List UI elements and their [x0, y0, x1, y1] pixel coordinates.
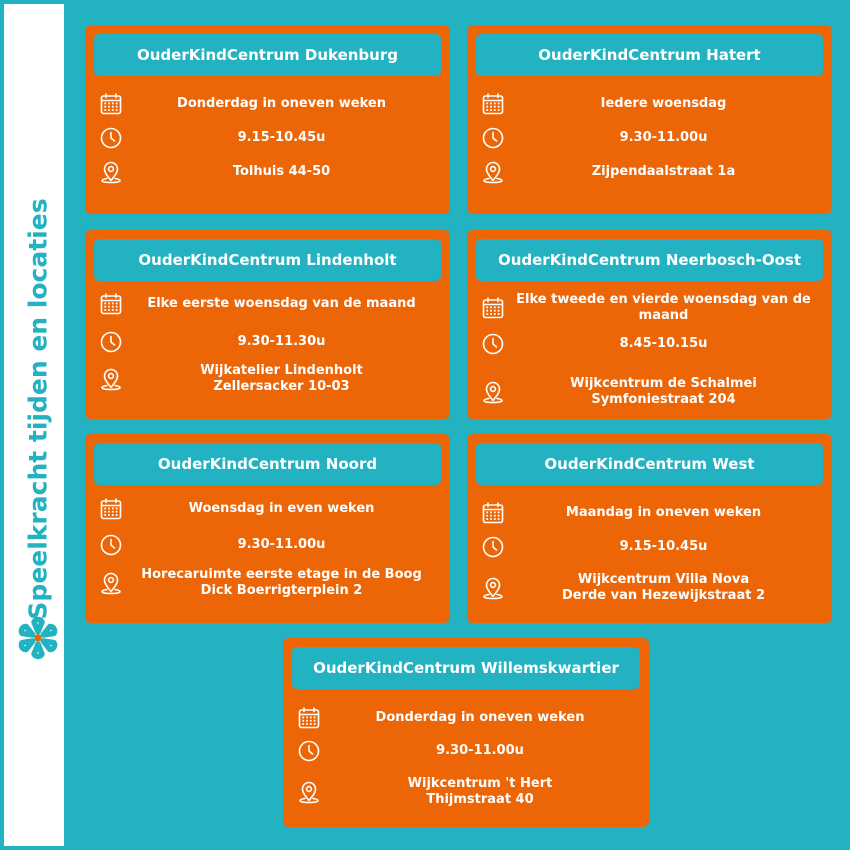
card-title: OuderKindCentrum Dukenburg	[94, 34, 441, 76]
location-text	[511, 376, 816, 408]
location-line: Dick Boerrigterplein 2	[200, 583, 363, 598]
card-title: OuderKindCentrum Willemskwartier	[292, 647, 640, 689]
time-row	[467, 328, 832, 360]
clock-icon	[297, 739, 321, 763]
location-card	[85, 434, 450, 623]
map-pin-icon	[99, 571, 123, 595]
day-row	[467, 292, 832, 324]
calendar-icon	[99, 92, 123, 116]
day-text: Elke tweede en vierde woensdag van de maand	[516, 292, 811, 323]
clock-icon	[481, 332, 505, 356]
time-text: 9.30-11.00u	[436, 743, 524, 758]
clock-icon	[99, 330, 123, 354]
location-line: Wijkcentrum Villa Nova	[577, 572, 750, 587]
map-pin-icon	[297, 780, 321, 804]
calendar-icon	[99, 497, 123, 521]
time-row	[467, 122, 832, 154]
day-row	[283, 702, 649, 734]
time-row	[85, 122, 450, 154]
day-row	[85, 88, 450, 120]
calendar-icon	[297, 706, 321, 730]
time-text: 9.15-10.45u	[237, 130, 326, 145]
time-text: 9.30-11.00u	[237, 537, 326, 552]
time-text: 9.30-11.00u	[619, 130, 708, 145]
day-text: Donderdag in oneven weken	[375, 710, 585, 725]
location-row	[467, 572, 832, 604]
location-text	[511, 572, 816, 604]
sidebar	[4, 4, 64, 846]
card-title: OuderKindCentrum Neerbosch-Oost	[476, 239, 823, 281]
clock-icon	[99, 126, 123, 150]
day-row	[467, 497, 832, 529]
location-line: Zijpendaalstraat 1a	[591, 164, 736, 179]
day-text: Woensdag in even weken	[188, 501, 375, 516]
location-text	[129, 363, 434, 395]
time-text: 9.30-11.30u	[237, 334, 326, 349]
location-row	[85, 156, 450, 188]
location-text	[327, 776, 633, 808]
day-text: Donderdag in oneven weken	[177, 96, 386, 111]
location-row	[85, 567, 450, 599]
location-line: Wijkatelier Lindenholt	[200, 363, 363, 378]
clock-icon	[99, 533, 123, 557]
location-row	[283, 776, 649, 808]
time-row	[85, 529, 450, 561]
location-card	[467, 434, 832, 623]
day-text: Elke eerste woensdag van de maand	[147, 296, 416, 311]
location-line: Derde van Hezewijkstraat 2	[561, 588, 766, 603]
location-text	[129, 156, 434, 188]
location-row	[467, 156, 832, 188]
time-row	[467, 531, 832, 563]
card-title: OuderKindCentrum Noord	[94, 443, 441, 485]
day-text: Iedere woensdag	[600, 96, 727, 111]
location-card	[467, 25, 832, 214]
map-pin-icon	[99, 160, 123, 184]
day-text: Maandag in oneven weken	[565, 505, 762, 520]
location-card	[467, 230, 832, 419]
card-title: OuderKindCentrum West	[476, 443, 823, 485]
map-pin-icon	[481, 160, 505, 184]
location-row	[467, 376, 832, 408]
map-pin-icon	[481, 380, 505, 404]
map-pin-icon	[481, 576, 505, 600]
day-row	[85, 288, 450, 320]
time-text: 8.45-10.15u	[619, 336, 708, 351]
day-row	[85, 493, 450, 525]
time-row	[283, 735, 649, 767]
card-title: OuderKindCentrum Hatert	[476, 34, 823, 76]
location-line: Wijkcentrum de Schalmei	[570, 376, 757, 391]
calendar-icon	[481, 92, 505, 116]
location-card	[85, 230, 450, 419]
clock-icon	[481, 535, 505, 559]
location-line: Wijkcentrum 't Hert	[407, 776, 553, 791]
location-card	[283, 638, 649, 827]
page-title: Speelkracht tijden en locaties	[23, 198, 53, 620]
clock-icon	[481, 126, 505, 150]
calendar-icon	[99, 292, 123, 316]
map-pin-icon	[99, 367, 123, 391]
flower-logo-icon	[10, 610, 66, 666]
location-card	[85, 25, 450, 214]
time-row	[85, 326, 450, 358]
calendar-icon	[481, 296, 505, 320]
card-title: OuderKindCentrum Lindenholt	[94, 239, 441, 281]
location-line: Zellersacker 10-03	[213, 379, 350, 394]
location-text	[511, 156, 816, 188]
location-line: Tolhuis 44-50	[232, 164, 331, 179]
location-line: Thijmstraat 40	[426, 792, 534, 807]
calendar-icon	[481, 501, 505, 525]
location-line: Horecaruimte eerste etage in de Boog	[141, 567, 422, 582]
location-line: Symfoniestraat 204	[591, 392, 736, 407]
location-text	[129, 567, 434, 599]
time-text: 9.15-10.45u	[619, 539, 708, 554]
day-row	[467, 88, 832, 120]
location-row	[85, 363, 450, 395]
